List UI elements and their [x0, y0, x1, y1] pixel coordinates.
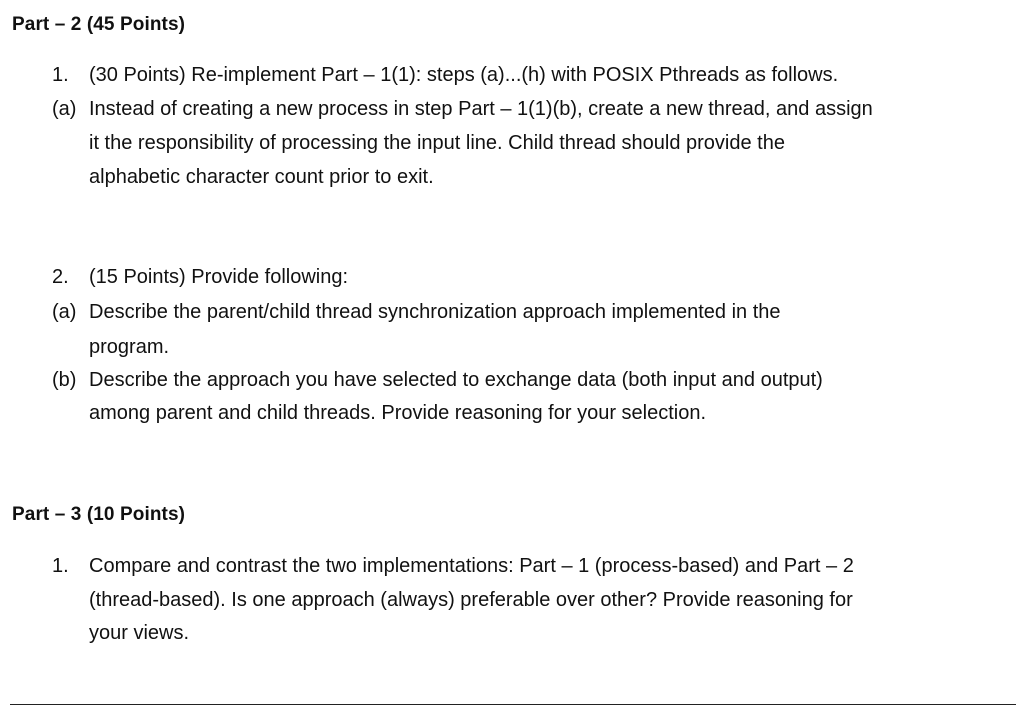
bottom-divider: [10, 704, 1016, 705]
question-letter: (b): [52, 369, 77, 391]
question-letter: (a): [52, 301, 77, 323]
part3-heading: Part – 3 (10 Points): [12, 504, 186, 525]
question-number: 1.: [52, 64, 69, 86]
question-text-line: (30 Points) Re-implement Part – 1(1): steps (a)...(h) with POSIX Pthreads as follows.: [89, 64, 839, 86]
question-text-line: Describe the approach you have selected to exchange data (both input and output): [89, 369, 823, 391]
question-number: 1.: [52, 555, 69, 577]
question-text-line: among parent and child threads. Provide reasoning for your selection.: [89, 402, 707, 424]
question-letter: (a): [52, 98, 77, 120]
question-text-line: (thread-based). Is one approach (always) preferable over other? Provide reasoning for: [89, 589, 853, 611]
question-text-line: program.: [89, 336, 170, 358]
question-text-line: Describe the parent/child thread synchronization approach implemented in the: [89, 301, 781, 323]
question-text-line: it the responsibility of processing the input line. Child thread should provide the: [89, 132, 785, 154]
part2-heading: Part – 2 (45 Points): [12, 14, 186, 35]
question-text-line: your views.: [89, 622, 190, 644]
question-text-line: alphabetic character count prior to exit.: [89, 166, 434, 188]
question-text-line: Compare and contrast the two implementations: Part – 1 (process-based) and Part – 2: [89, 555, 854, 577]
question-text-line: Instead of creating a new process in step Part – 1(1)(b), create a new thread, and assign: [89, 98, 873, 120]
question-number: 2.: [52, 266, 69, 288]
question-text-line: (15 Points) Provide following:: [89, 266, 349, 288]
